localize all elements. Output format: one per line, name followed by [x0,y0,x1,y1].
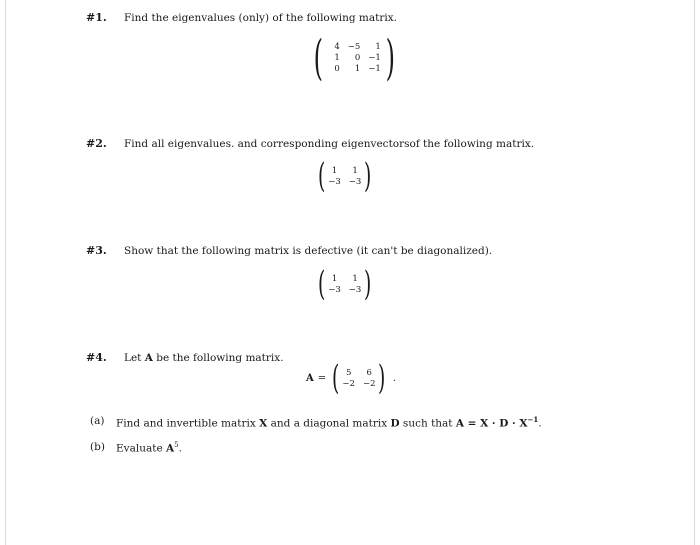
matrix-cell: 1 [331,273,338,284]
matrix-cell: 0 [354,53,361,63]
equals-sign: = [317,372,327,384]
matrix-cell: 1 [334,53,340,63]
text-segment: and a diagonal matrix [267,417,391,430]
matrix-cell: −5 [347,42,361,52]
matrix-cell: 4 [334,42,340,52]
matrix-symbol: D [390,417,400,430]
matrix-symbol: X [259,417,268,430]
problem-2-text: Find all eigenvalues. and corresponding eigenvectorsof the following matrix. [124,138,535,150]
text-segment: Evaluate [116,442,167,455]
matrix-cell: 0 [334,64,340,74]
part-a-text [116,415,542,430]
matrix-cell: 1 [375,42,381,52]
left-paren: ( [313,30,324,86]
problem-3-text: Show that the following matrix is defective (it can't be diagonalized). [124,245,493,257]
text-segment: Find and invertible matrix [116,417,260,430]
right-paren: ) [385,30,395,86]
problem-4-label: #4. [86,351,107,364]
matrix-cell: 1 [354,64,361,74]
left-paren: ( [332,358,340,398]
left-paren: ( [317,156,326,196]
equation-lhs: A [306,372,314,384]
matrix-cell: −3 [348,284,362,295]
matrix-cell: −1 [368,64,381,74]
text-segment: Let [124,352,145,364]
problem-2-matrix [315,156,375,196]
part-b-label: (b) [90,441,105,453]
problem-1-matrix [309,30,400,86]
matrix-cell: −3 [348,176,362,187]
problem-4-equation [306,358,396,398]
problem-1-label: #1. [86,11,107,24]
superscript: 5 [174,441,179,449]
matrix-cell: 6 [366,367,372,378]
superscript: −1 [527,415,539,424]
right-paren: ) [364,156,372,196]
matrix-cell: 1 [352,165,358,176]
left-paren: ( [317,264,326,304]
matrix-cell: −1 [368,53,381,63]
problem-3-label: #3. [86,244,107,257]
matrix-cell: −2 [342,378,355,389]
problem-3-matrix [315,264,375,304]
problem-2-label: #2. [86,137,107,150]
part-b-text [116,441,182,455]
formula: A = X · D · X [455,417,528,430]
matrix-symbol: A [166,442,175,455]
problem-4-text [124,352,284,364]
equation-period: . [392,372,396,384]
matrix-cell: −3 [328,284,341,295]
matrix-cell: −3 [328,176,341,187]
matrix-cell: 1 [331,165,338,176]
matrix-cell: 1 [352,273,358,284]
problem-1-text: Find the eigenvalues (only) of the following matrix. [124,12,397,24]
text-segment: . [178,442,182,455]
matrix-symbol: A [144,352,153,364]
right-paren: ) [364,264,372,304]
text-segment: such that [399,417,456,430]
matrix-cell: 5 [345,367,352,378]
text-segment: . [538,417,542,430]
matrix-cell: −2 [362,378,376,389]
part-a-label: (a) [90,415,105,427]
right-paren: ) [378,358,386,398]
text-segment: be the following matrix. [152,352,284,364]
